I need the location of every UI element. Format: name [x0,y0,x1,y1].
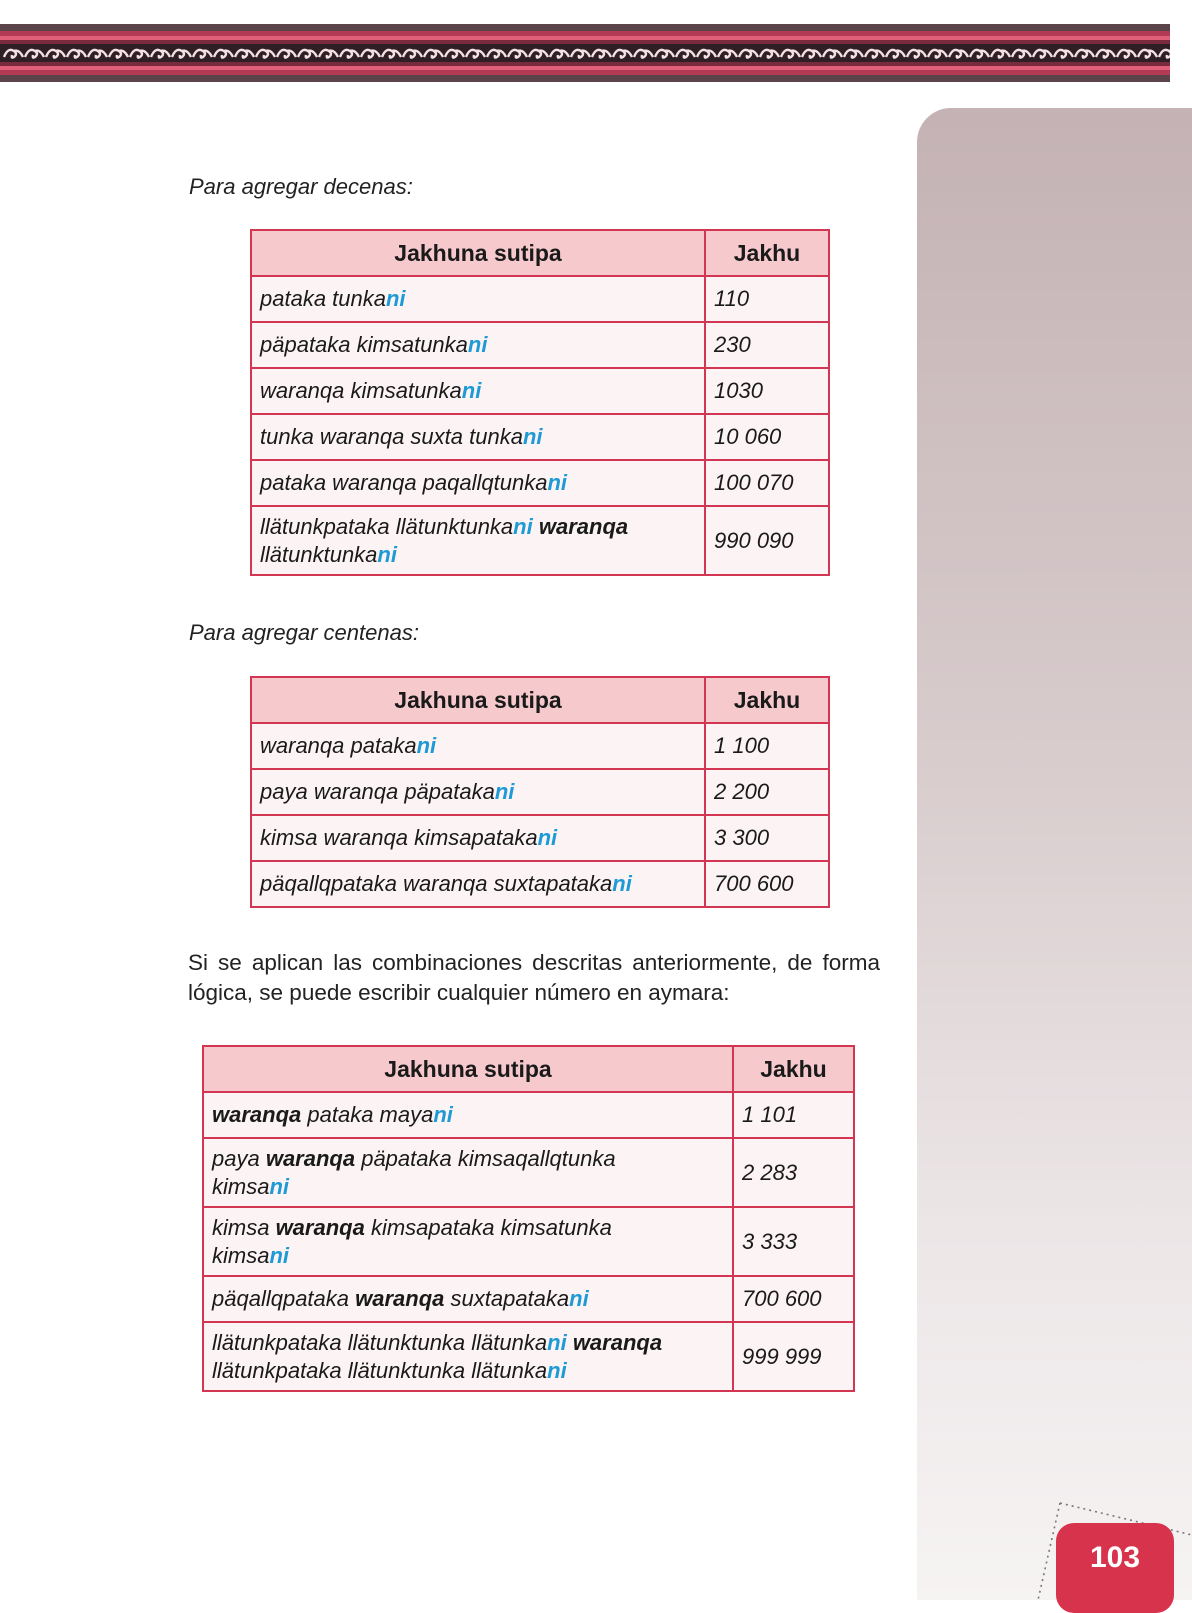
table-row [251,322,829,368]
number-value-cell: 230 [705,322,829,368]
name-part: suxtapataka [444,1286,570,1311]
suffix-highlight: ni [416,733,437,758]
table-row [203,1322,854,1391]
explanation-paragraph: Si se aplican las combinaciones descritas anteriormente, de forma lógica, se puede escribir cualquier número en aymara: [188,950,880,1005]
name-part: paya [212,1145,266,1171]
suffix-highlight: ni [494,779,515,804]
table-row [203,1276,854,1322]
number-value-cell: 3 300 [705,815,829,861]
bold-word: waranqa [572,1329,663,1355]
number-value-cell: 700 600 [733,1276,854,1322]
name-part: päpataka kimsatunka [260,332,468,357]
number-name-cell [203,1276,733,1322]
number-value-cell: 110 [705,276,829,322]
column-header-value: Jakhu [733,1046,854,1092]
number-name-cell [203,1207,733,1276]
table-row [251,815,829,861]
number-value-cell: 2 200 [705,769,829,815]
name-part: kimsa waranqa kimsapataka [260,825,538,850]
table-row [251,861,829,907]
suffix-highlight: ni [547,1329,567,1355]
number-name-cell [203,1138,733,1207]
suffix-highlight: ni [513,513,533,539]
table-row [251,769,829,815]
number-name-cell [251,506,705,575]
table-row [203,1207,854,1276]
number-name-cell [251,276,705,322]
suffix-highlight: ni [612,871,632,896]
number-value-cell: 1030 [705,368,829,414]
suffix-highlight: ni [547,1357,567,1383]
suffix-highlight: ni [537,825,558,850]
bold-word: waranqa [212,1102,302,1127]
name-part: waranqa kimsatunka [260,378,462,403]
bold-word: waranqa [355,1286,445,1311]
name-part: pataka waranqa paqallqtunka [260,470,548,495]
name-part: waranqa pataka [260,733,417,758]
number-name-cell [203,1092,733,1138]
suffix-highlight: ni [467,332,488,357]
any-number-table [202,1045,855,1392]
name-part: llätunkpataka llätunktunka llätunka [212,1357,548,1383]
decenas-table [250,229,830,576]
column-header-value: Jakhu [705,230,829,276]
number-name-cell [251,368,705,414]
page-number: 103 [1089,1541,1141,1574]
name-part: kimsa [212,1242,270,1268]
table-row [251,368,829,414]
column-header-value: Jakhu [705,677,829,723]
number-name-cell [251,414,705,460]
suffix-highlight: ni [569,1286,589,1311]
column-header-name: Jakhuna sutipa [251,677,705,723]
suffix-highlight: ni [269,1173,290,1199]
table-row [251,414,829,460]
number-name-cell [203,1322,733,1391]
bold-word: waranqa [265,1145,356,1171]
number-value-cell: 10 060 [705,414,829,460]
number-value-cell: 3 333 [733,1207,854,1276]
name-part: llätunkpataka llätunktunka [260,513,514,539]
column-header-name: Jakhuna sutipa [251,230,705,276]
suffix-highlight: ni [269,1242,290,1268]
table-row [203,1138,854,1207]
number-value-cell: 1 101 [733,1092,854,1138]
bold-word: waranqa [275,1214,365,1240]
suffix-highlight: ni [433,1102,453,1127]
number-value-cell: 1 100 [705,723,829,769]
table-row [251,723,829,769]
number-value-cell: 990 090 [705,506,829,575]
centenas-table [250,676,830,908]
centenas-intro: Para agregar centenas: [189,620,419,645]
decenas-intro: Para agregar decenas: [189,174,413,199]
name-part: pataka tunka [260,286,386,311]
name-part: llätunktunka [260,541,378,567]
suffix-highlight: ni [547,470,568,495]
name-part: paya waranqa päpataka [260,779,495,804]
table-row [251,460,829,506]
number-value-cell: 700 600 [705,861,829,907]
suffix-highlight: ni [377,541,397,567]
table-row [203,1092,854,1138]
table-row [251,276,829,322]
bold-word: waranqa [538,513,629,539]
number-name-cell [251,723,705,769]
name-part: kimsa [212,1173,270,1199]
name-part: kimsa [212,1214,276,1240]
number-name-cell [251,322,705,368]
name-part: päqallqpataka waranqa suxtapataka [260,871,613,896]
column-header-name: Jakhuna sutipa [203,1046,733,1092]
name-part: llätunkpataka llätunktunka llätunka [212,1329,548,1355]
side-panel [917,108,1192,1600]
suffix-highlight: ni [385,286,406,311]
number-name-cell [251,861,705,907]
suffix-highlight: ni [522,424,543,449]
number-name-cell [251,769,705,815]
number-name-cell [251,815,705,861]
decorative-woven-border [0,24,1170,84]
number-name-cell [251,460,705,506]
name-part: päpataka kimsaqallqtunka [355,1145,616,1171]
suffix-highlight: ni [461,378,482,403]
name-part: pataka maya [301,1102,434,1127]
name-part: kimsapataka kimsatunka [364,1214,612,1240]
number-value-cell: 999 999 [733,1322,854,1391]
table-row [251,506,829,575]
number-value-cell: 100 070 [705,460,829,506]
name-part: tunka waranqa suxta tunka [260,424,523,449]
number-value-cell: 2 283 [733,1138,854,1207]
name-part: päqallqpataka [212,1286,356,1311]
